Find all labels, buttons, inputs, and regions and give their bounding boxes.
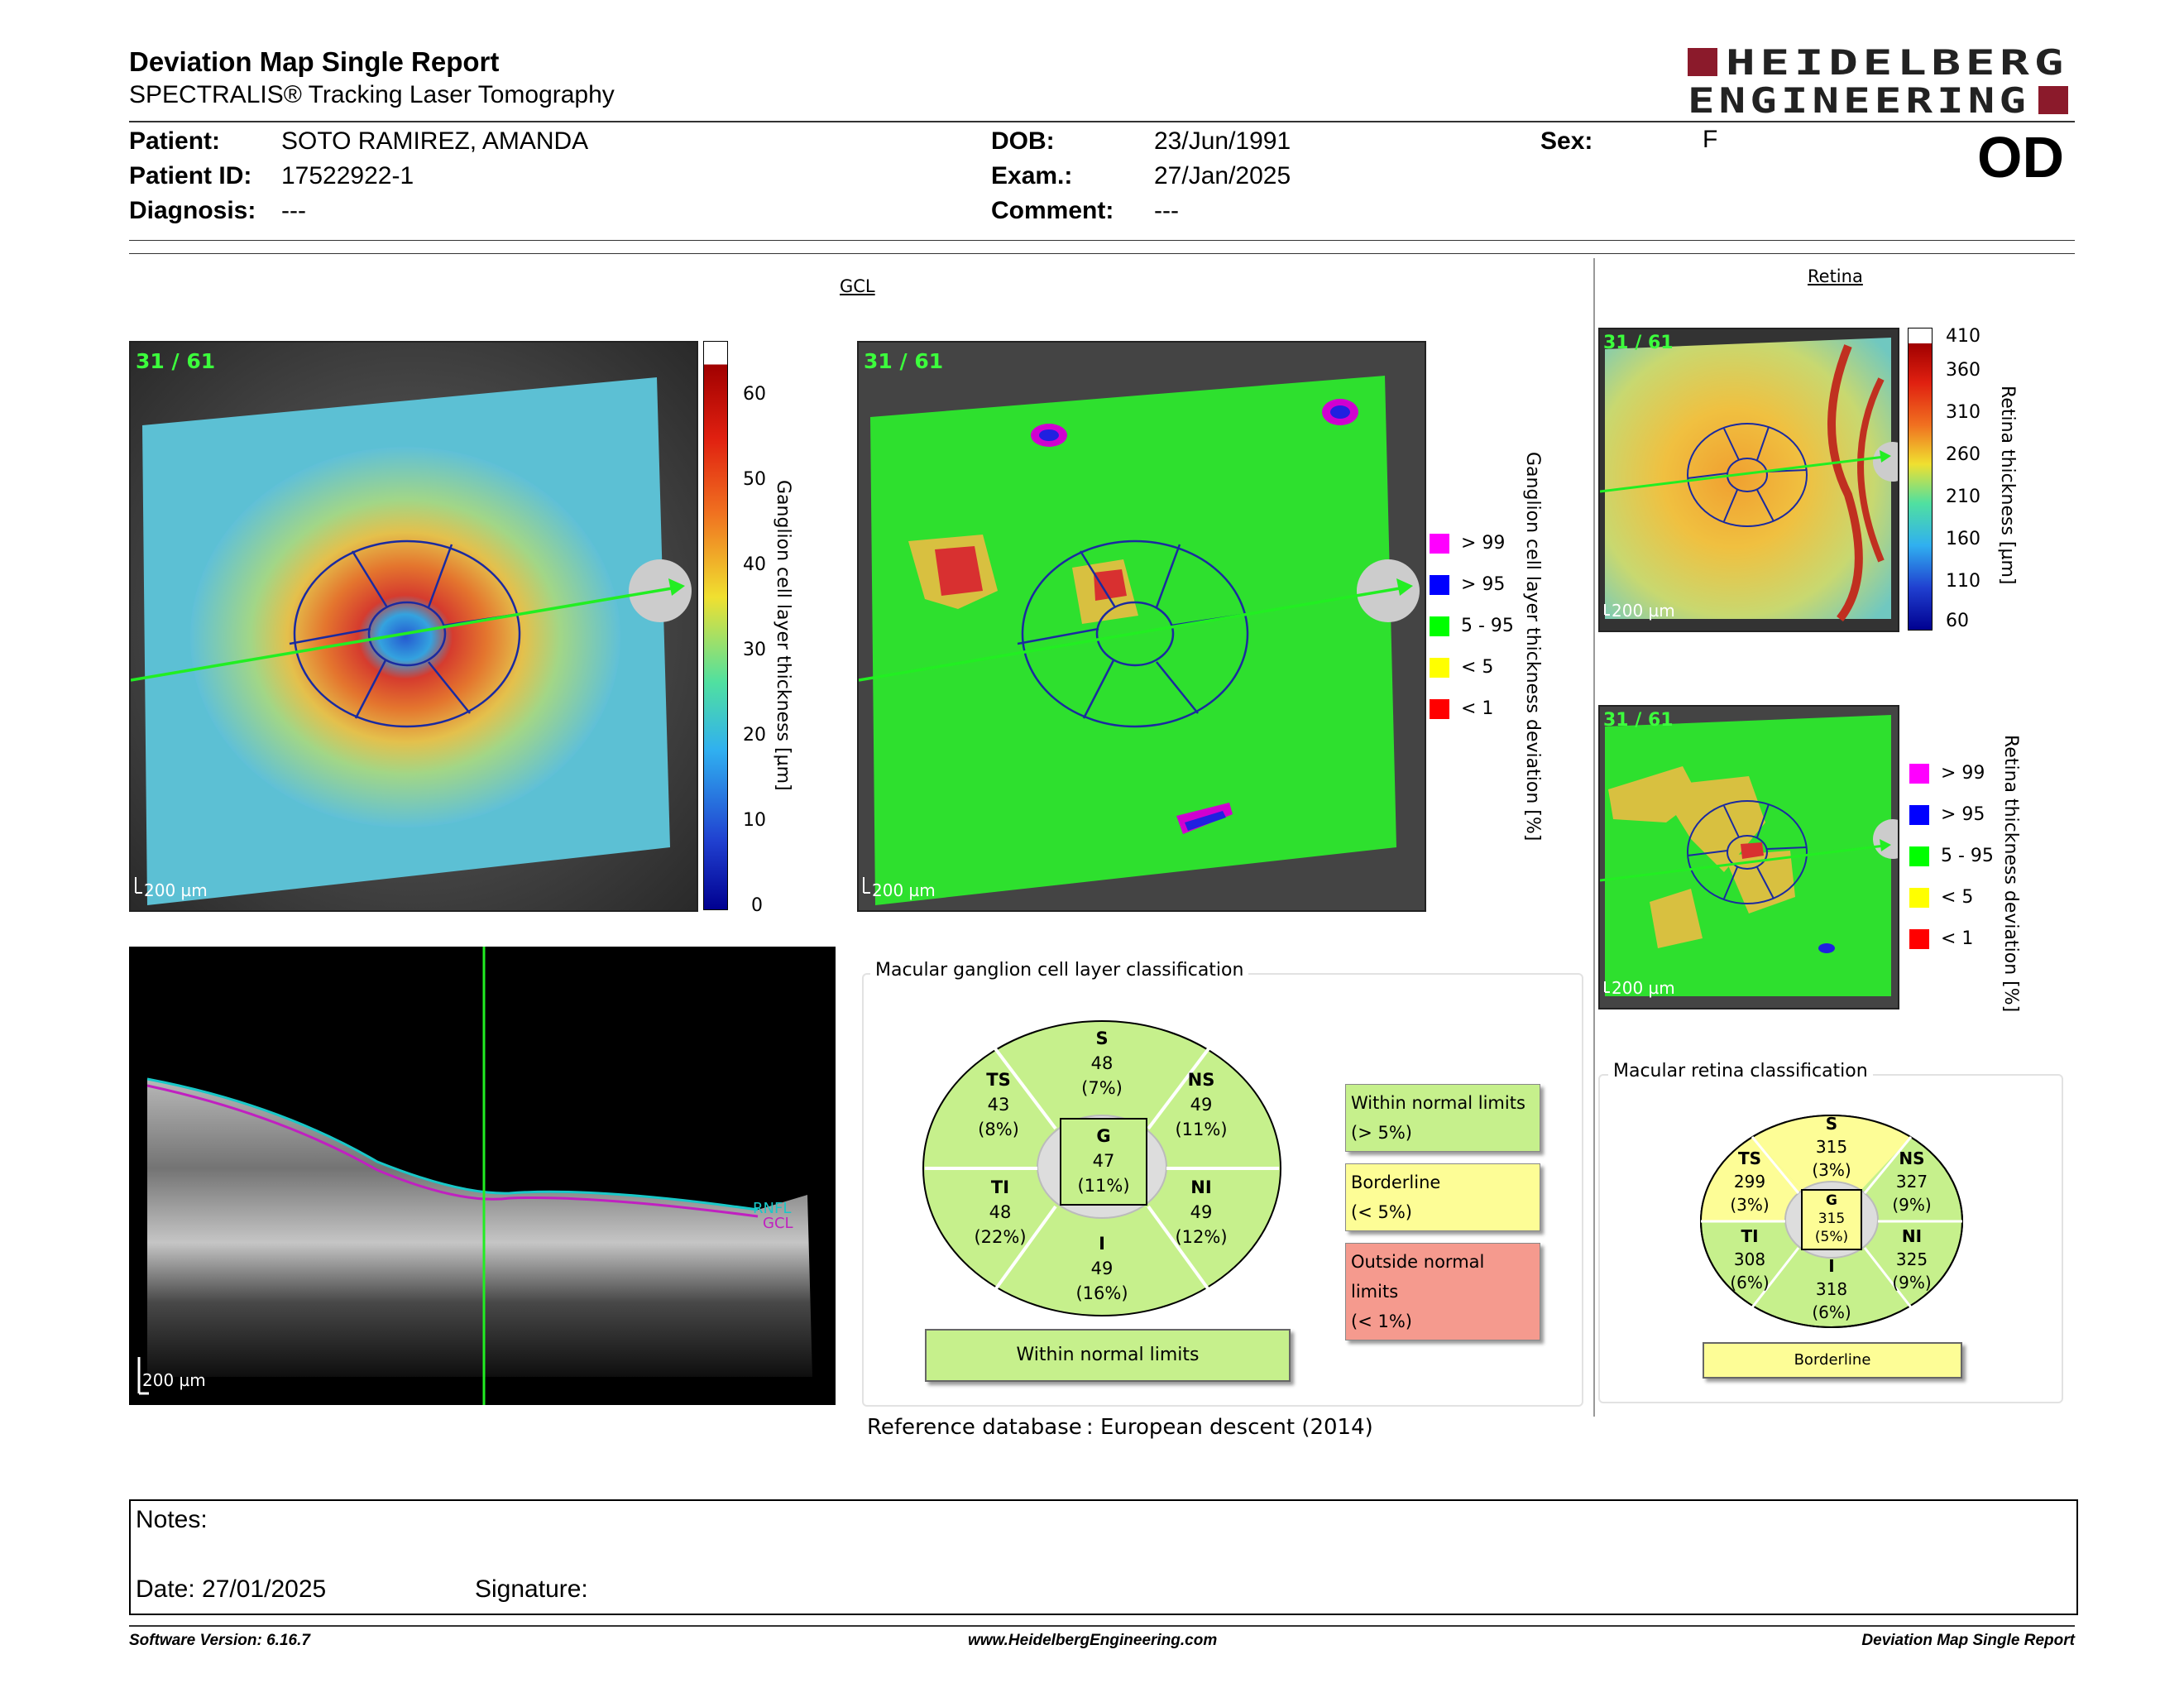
legend-swatch [1430, 616, 1449, 636]
gcl-thickness-map [129, 341, 698, 912]
retina-deviation-label: Retina thickness deviation [%] [2000, 735, 2021, 1013]
legend-line: (< 5%) [1351, 1202, 1412, 1222]
legend-swatch [1909, 764, 1929, 784]
software-version: Software Version: 6.16.7 [129, 1632, 310, 1649]
reference-database: Reference database : European descent (2014) [867, 1415, 1373, 1440]
exam-value: 27/Jan/2025 [1154, 162, 1291, 189]
retina-tick: 360 [1946, 360, 1980, 381]
gcl-sector-values [920, 1018, 1284, 1324]
retina-sector-i: I 318 (6%) [1812, 1256, 1851, 1322]
svg-text:ENGINEERING: ENGINEERING [1688, 80, 2030, 119]
legend-swatch [1430, 699, 1449, 719]
exam-label: Exam.: [991, 162, 1073, 189]
gcl-colorbar-label: Ganglion cell layer thickness [µm] [773, 480, 793, 791]
legend-swatch [1909, 929, 1929, 949]
patient-id-value: 17522922-1 [281, 162, 414, 189]
retina-sector-ts: TS 299 (3%) [1730, 1149, 1770, 1215]
gcl-classification-title: Macular ganglion cell layer classification [870, 960, 1248, 981]
legend-item [1909, 846, 1994, 866]
diagnosis-value: --- [281, 197, 306, 224]
legend-swatch [1909, 888, 1929, 908]
legend-item [1430, 574, 1505, 595]
legend-item [1430, 616, 1514, 636]
gcl-sector-ns: NS 49 (11%) [1175, 1070, 1228, 1139]
retina-tick: 160 [1946, 529, 1980, 549]
legend-line: Within normal limits [1351, 1093, 1525, 1113]
retina-dev-scale-label: 200 µm [1612, 978, 1675, 998]
legend-swatch [1430, 575, 1449, 595]
comment-label: Comment: [991, 197, 1114, 224]
website-link[interactable]: www.HeidelbergEngineering.com [968, 1632, 1218, 1649]
gcl-sector-ts: TS 43 (8%) [978, 1070, 1019, 1139]
gcl-layer-label: GCL [763, 1215, 793, 1232]
gcl-dev-scale-label: 200 µm [872, 880, 936, 900]
retina-colorbar [1908, 328, 1933, 631]
report-subtitle: SPECTRALIS® Tracking Laser Tomography [129, 81, 615, 108]
legend-line: Outside normal limits [1351, 1252, 1485, 1302]
gcl-map-scan-label: 31 / 61 [136, 349, 216, 373]
legend-borderline [1345, 1163, 1540, 1231]
gcl-tick: 50 [743, 469, 766, 490]
retina-classification-title: Macular retina classification [1608, 1061, 1873, 1081]
comment-value: --- [1154, 197, 1179, 224]
diagnosis-label: Diagnosis: [129, 197, 256, 224]
retina-colorbar-label: Retina thickness [µm] [1997, 386, 2018, 585]
patient-name: SOTO RAMIREZ, AMANDA [281, 127, 589, 155]
retina-map-scale-label: 200 µm [1612, 601, 1675, 621]
gcl-sector-ti: TI 48 (22%) [974, 1177, 1027, 1247]
retina-heading: Retina [1808, 266, 1863, 286]
patient-label: Patient: [129, 127, 221, 155]
retina-classification-summary: Borderline [1703, 1342, 1962, 1379]
retina-map-scan-label: 31 / 61 [1603, 333, 1674, 353]
retina-thickness-map [1598, 328, 1899, 632]
legend-swatch [1430, 534, 1449, 554]
notes-label: Notes: [136, 1506, 208, 1533]
gcl-tick: 20 [743, 725, 766, 746]
sex-label: Sex: [1540, 127, 1593, 155]
legend-label: 5 - 95 [1941, 846, 1994, 866]
retina-tick: 310 [1946, 402, 1980, 423]
legend-swatch [1430, 658, 1449, 678]
retina-sector-s: S 315 (3%) [1812, 1114, 1851, 1180]
rnfl-label: RNFL [753, 1200, 792, 1217]
legend-item [1909, 928, 1973, 949]
legend-line: (< 1%) [1351, 1312, 1412, 1331]
oct-bscan-image [129, 947, 836, 1405]
footer-report-name: Deviation Map Single Report [1861, 1632, 2075, 1649]
legend-item [1909, 887, 1973, 908]
gcl-tick: 40 [743, 554, 766, 575]
gcl-sector-g: G 47 (11%) [1077, 1126, 1130, 1196]
dob-value: 23/Jun/1991 [1154, 127, 1291, 155]
signature-label: Signature: [475, 1575, 588, 1603]
gcl-dev-scan-label: 31 / 61 [864, 349, 944, 373]
retina-tick: 210 [1946, 487, 1980, 507]
legend-item [1430, 698, 1493, 719]
gcl-heading: GCL [840, 276, 875, 296]
report-title: Deviation Map Single Report [129, 46, 500, 77]
gcl-colorbar [703, 341, 728, 910]
heidelberg-logo [1688, 45, 2076, 123]
legend-within-normal [1345, 1084, 1540, 1152]
retina-tick: 410 [1946, 326, 1980, 347]
eye-indicator: OD [1977, 125, 2064, 189]
legend-item [1909, 763, 1985, 784]
retina-tick: 110 [1946, 571, 1980, 592]
retina-sector-ns: NS 327 (9%) [1892, 1149, 1932, 1215]
legend-item [1430, 657, 1493, 678]
retina-tick: 260 [1946, 444, 1980, 465]
legend-item [1430, 533, 1505, 554]
gcl-tick: 30 [743, 640, 766, 660]
legend-swatch [1909, 805, 1929, 825]
retina-deviation-map [1598, 705, 1899, 1009]
legend-line: (> 5%) [1351, 1123, 1412, 1143]
gcl-sector-ni: NI 49 (12%) [1175, 1177, 1228, 1247]
legend-label: < 1 [1941, 928, 1974, 949]
legend-item [1909, 804, 1985, 825]
retina-dev-scan-label: 31 / 61 [1603, 710, 1674, 731]
legend-label: < 5 [1461, 657, 1494, 678]
retina-sector-ti: TI 308 (6%) [1730, 1226, 1770, 1292]
legend-label: > 95 [1461, 574, 1506, 595]
legend-label: < 5 [1941, 887, 1974, 908]
gcl-deviation-map [857, 341, 1426, 912]
gcl-sector-i: I 49 (16%) [1075, 1234, 1128, 1303]
gcl-tick: 0 [751, 895, 763, 916]
retina-tick: 60 [1946, 611, 1969, 631]
retina-sector-ni: NI 325 (9%) [1892, 1226, 1932, 1292]
legend-label: > 99 [1941, 763, 1985, 784]
gcl-classification-summary: Within normal limits [925, 1329, 1291, 1382]
gcl-tick: 10 [743, 810, 766, 831]
patient-id-label: Patient ID: [129, 162, 252, 189]
legend-line: Borderline [1351, 1172, 1441, 1192]
legend-label: 5 - 95 [1461, 616, 1514, 636]
legend-label: < 1 [1461, 698, 1494, 719]
sex-value: F [1703, 126, 1718, 153]
legend-label: > 99 [1461, 533, 1506, 554]
retina-sector-values [1698, 1112, 1966, 1331]
gcl-deviation-label: Ganglion cell layer thickness deviation [%] [1522, 452, 1543, 842]
gcl-tick: 60 [743, 384, 766, 405]
bscan-scale-label: 200 µm [142, 1370, 206, 1390]
svg-text:HEIDELBERG: HEIDELBERG [1726, 45, 2068, 83]
gcl-sector-s: S 48 (7%) [1081, 1029, 1123, 1098]
legend-outside-normal [1345, 1243, 1540, 1340]
legend-swatch [1909, 846, 1929, 866]
retina-sector-g: G 315 (5%) [1814, 1192, 1849, 1245]
gcl-map-scale-label: 200 µm [144, 880, 208, 900]
date-label: Date: 27/01/2025 [136, 1575, 327, 1603]
legend-label: > 95 [1941, 804, 1985, 825]
dob-label: DOB: [991, 127, 1055, 155]
notes-box [129, 1499, 2078, 1615]
